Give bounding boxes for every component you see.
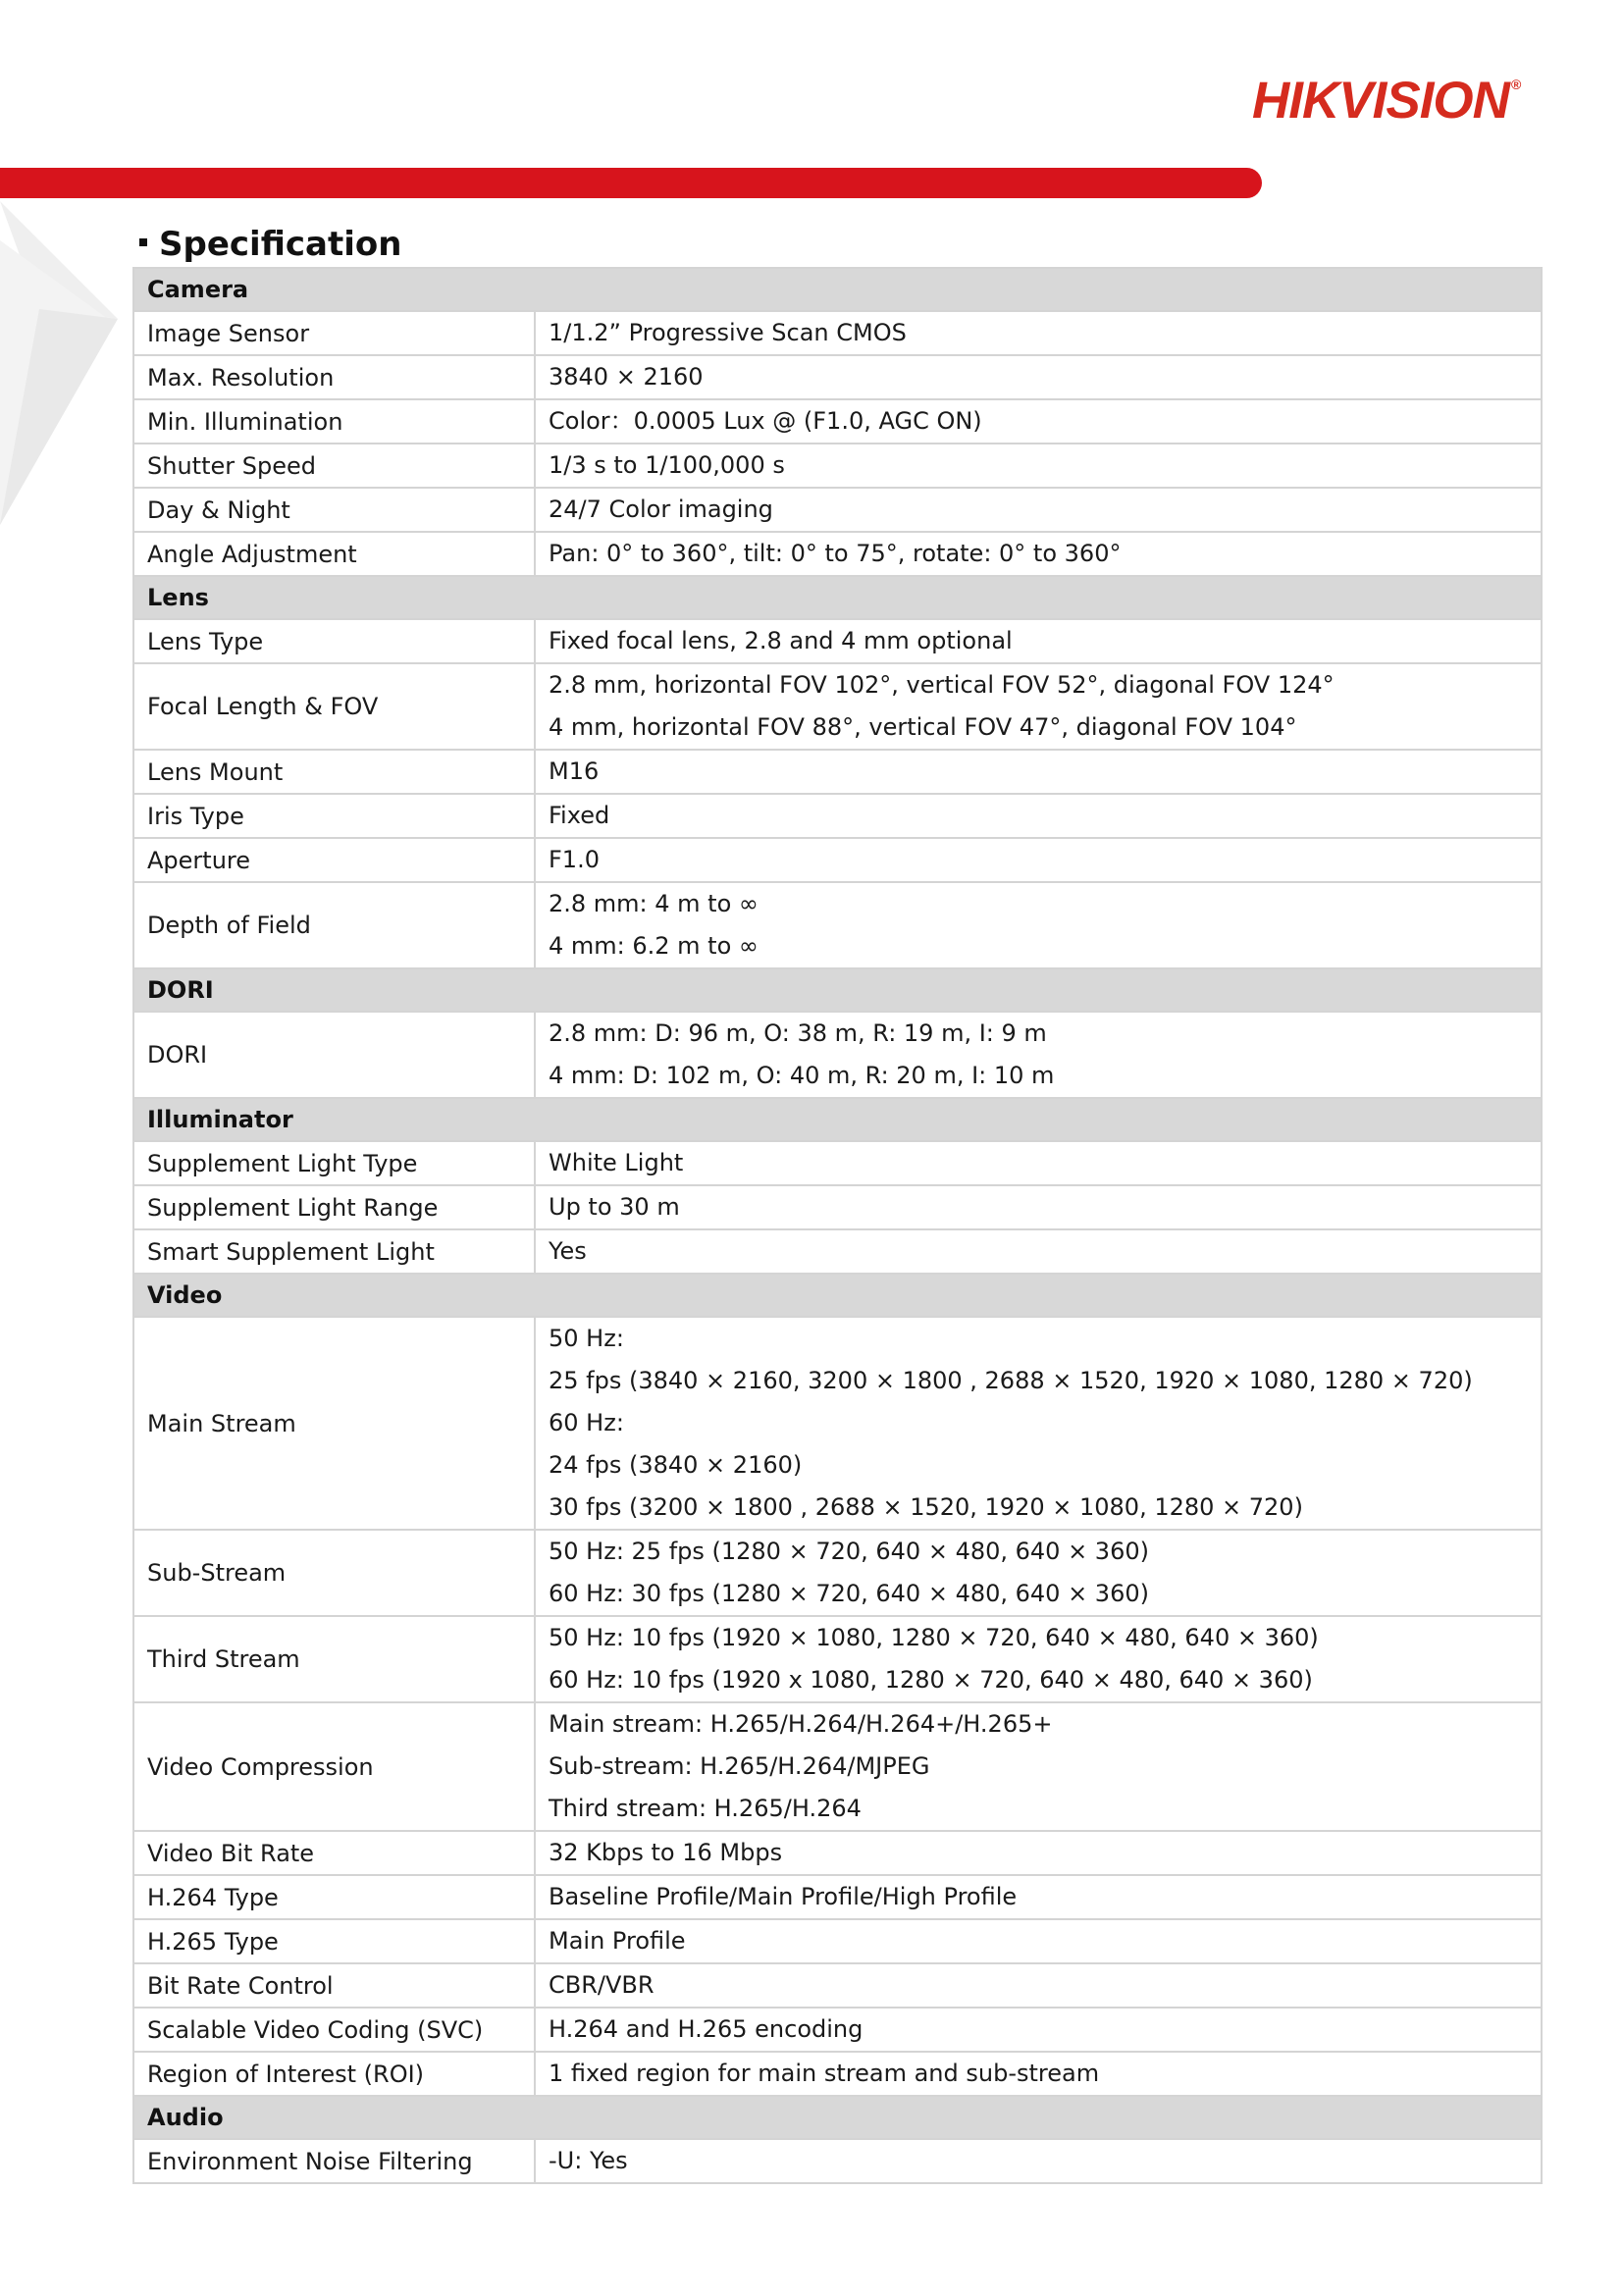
spec-value <box>535 532 1542 576</box>
table-row <box>133 882 1542 968</box>
spec-value <box>535 1530 1542 1616</box>
spec-value-line: Color：0.0005 Lux @ (F1.0, AGC ON) <box>549 407 982 435</box>
spec-value <box>535 1919 1542 1963</box>
spec-label: H.265 Type <box>133 1919 535 1963</box>
spec-value-line: Pan: 0° to 360°, tilt: 0° to 75°, rotate: 0° to 360° <box>549 540 1122 567</box>
spec-label: Max. Resolution <box>133 355 535 399</box>
spec-value-line: 24/7 Color imaging <box>549 496 773 523</box>
spec-value-line: Baseline Profile/Main Profile/High Profile <box>549 1883 1018 1910</box>
spec-value <box>535 311 1542 355</box>
spec-label: Sub-Stream <box>133 1530 535 1616</box>
spec-value <box>535 838 1542 882</box>
spec-value-line: CBR/VBR <box>549 1971 654 1999</box>
spec-label: Lens Mount <box>133 750 535 794</box>
table-row <box>133 2008 1542 2052</box>
header-red-bar <box>0 168 1262 198</box>
spec-value <box>535 444 1542 488</box>
spec-value-line: Third stream: H.265/H.264 <box>549 1795 862 1822</box>
decorative-watermark-shape <box>0 201 118 525</box>
section-header-row <box>133 2096 1542 2139</box>
spec-value-line: M16 <box>549 757 600 785</box>
table-row <box>133 488 1542 532</box>
spec-value <box>535 1831 1542 1875</box>
spec-value-line: Up to 30 m <box>549 1193 680 1221</box>
logo-text: HIKVISION <box>1252 72 1509 130</box>
spec-value <box>535 1012 1542 1098</box>
spec-value <box>535 750 1542 794</box>
spec-value-line: 60 Hz: <box>549 1409 624 1436</box>
spec-label: Scalable Video Coding (SVC) <box>133 2008 535 2052</box>
spec-label: Main Stream <box>133 1317 535 1530</box>
spec-value-line: 4 mm, horizontal FOV 88°, vertical FOV 47°, diagonal FOV 104° <box>549 713 1297 741</box>
spec-value-line: 60 Hz: 30 fps (1280 × 720, 640 × 480, 640 × 360) <box>549 1580 1149 1607</box>
table-row <box>133 1831 1542 1875</box>
spec-label: Supplement Light Type <box>133 1141 535 1185</box>
spec-value <box>535 2052 1542 2096</box>
spec-value-line: 1/1.2” Progressive Scan CMOS <box>549 319 907 346</box>
table-row <box>133 750 1542 794</box>
section-header-row <box>133 968 1542 1012</box>
page-title-text: Specification <box>159 225 402 264</box>
specification-table <box>132 267 1543 2184</box>
table-row <box>133 1530 1542 1616</box>
spec-value-line: 60 Hz: 10 fps (1920 x 1080, 1280 × 720, 640 × 480, 640 × 360) <box>549 1666 1313 1694</box>
table-row <box>133 532 1542 576</box>
spec-label: DORI <box>133 1012 535 1098</box>
table-row <box>133 1229 1542 1274</box>
spec-value-line: Main stream: H.265/H.264/H.264+/H.265+ <box>549 1710 1053 1738</box>
table-row <box>133 399 1542 444</box>
spec-value-line: White Light <box>549 1149 684 1176</box>
spec-value <box>535 1616 1542 1702</box>
spec-value <box>535 1185 1542 1229</box>
table-row <box>133 794 1542 838</box>
spec-value-line: 50 Hz: 25 fps (1280 × 720, 640 × 480, 640 × 360) <box>549 1538 1149 1565</box>
table-row <box>133 1616 1542 1702</box>
spec-value-line: Sub-stream: H.265/H.264/MJPEG <box>549 1752 930 1780</box>
spec-value <box>535 619 1542 663</box>
specification-table-body <box>133 268 1542 2183</box>
spec-value-line: 1/3 s to 1/100,000 s <box>549 451 785 479</box>
spec-label: Lens Type <box>133 619 535 663</box>
section-header: Video <box>133 1274 1542 1317</box>
spec-label: Bit Rate Control <box>133 1963 535 2008</box>
section-header-row <box>133 268 1542 311</box>
spec-value-line: 24 fps (3840 × 2160) <box>549 1451 803 1479</box>
table-row <box>133 1317 1542 1530</box>
spec-value <box>535 2008 1542 2052</box>
spec-value-line: 50 Hz: 10 fps (1920 × 1080, 1280 × 720, 640 × 480, 640 × 360) <box>549 1624 1319 1651</box>
spec-label: Shutter Speed <box>133 444 535 488</box>
spec-label: Video Compression <box>133 1702 535 1831</box>
spec-label: Day & Night <box>133 488 535 532</box>
spec-value-line: -U: Yes <box>549 2147 628 2174</box>
spec-label: Image Sensor <box>133 311 535 355</box>
spec-value-line: H.264 and H.265 encoding <box>549 2015 864 2043</box>
spec-label: Depth of Field <box>133 882 535 968</box>
table-row <box>133 1919 1542 1963</box>
spec-value-line: 4 mm: D: 102 m, O: 40 m, R: 20 m, I: 10 m <box>549 1062 1055 1089</box>
section-header: Camera <box>133 268 1542 311</box>
spec-value <box>535 1963 1542 2008</box>
section-header: DORI <box>133 968 1542 1012</box>
spec-label: Iris Type <box>133 794 535 838</box>
section-header-row <box>133 1274 1542 1317</box>
hikvision-logo <box>1252 72 1566 130</box>
page-title <box>139 222 401 267</box>
spec-value-line: Yes <box>549 1237 587 1265</box>
table-row <box>133 663 1542 750</box>
table-row <box>133 619 1542 663</box>
spec-label: Focal Length & FOV <box>133 663 535 750</box>
spec-label: Aperture <box>133 838 535 882</box>
spec-value-line: 1 fixed region for main stream and sub-stream <box>549 2060 1100 2087</box>
spec-value-line: 2.8 mm, horizontal FOV 102°, vertical FOV 52°, diagonal FOV 124° <box>549 671 1335 699</box>
table-row <box>133 355 1542 399</box>
spec-label: H.264 Type <box>133 1875 535 1919</box>
table-row <box>133 2052 1542 2096</box>
spec-value-line: Fixed focal lens, 2.8 and 4 mm optional <box>549 627 1013 654</box>
spec-value-line: F1.0 <box>549 846 600 873</box>
spec-value-line: 3840 × 2160 <box>549 363 704 391</box>
table-row <box>133 2139 1542 2183</box>
spec-value-line: 2.8 mm: 4 m to ∞ <box>549 890 759 917</box>
spec-label: Region of Interest (ROI) <box>133 2052 535 2096</box>
table-row <box>133 1963 1542 2008</box>
spec-label: Video Bit Rate <box>133 1831 535 1875</box>
spec-value <box>535 1875 1542 1919</box>
section-header: Illuminator <box>133 1098 1542 1141</box>
table-row <box>133 1875 1542 1919</box>
table-row <box>133 838 1542 882</box>
spec-value <box>535 1702 1542 1831</box>
spec-value <box>535 663 1542 750</box>
section-header: Lens <box>133 576 1542 619</box>
spec-label: Min. Illumination <box>133 399 535 444</box>
section-header: Audio <box>133 2096 1542 2139</box>
table-row <box>133 444 1542 488</box>
spec-value <box>535 1317 1542 1530</box>
title-bullet-icon <box>139 238 147 246</box>
spec-value-line: Fixed <box>549 802 610 829</box>
spec-value-line: Main Profile <box>549 1927 686 1955</box>
spec-label: Smart Supplement Light <box>133 1229 535 1274</box>
spec-label: Angle Adjustment <box>133 532 535 576</box>
spec-value <box>535 2139 1542 2183</box>
spec-value-line: 30 fps (3200 × 1800 , 2688 × 1520, 1920 × 1080, 1280 × 720) <box>549 1493 1303 1521</box>
spec-label: Environment Noise Filtering <box>133 2139 535 2183</box>
spec-value <box>535 1141 1542 1185</box>
table-row <box>133 1141 1542 1185</box>
spec-value <box>535 399 1542 444</box>
table-row <box>133 311 1542 355</box>
spec-value <box>535 488 1542 532</box>
spec-value-line: 32 Kbps to 16 Mbps <box>549 1839 783 1866</box>
spec-value-line: 50 Hz: <box>549 1325 624 1352</box>
spec-label: Supplement Light Range <box>133 1185 535 1229</box>
spec-value-line: 25 fps (3840 × 2160, 3200 × 1800 , 2688 × 1520, 1920 × 1080, 1280 × 720) <box>549 1367 1473 1394</box>
spec-value <box>535 1229 1542 1274</box>
spec-value <box>535 355 1542 399</box>
spec-label: Third Stream <box>133 1616 535 1702</box>
section-header-row <box>133 1098 1542 1141</box>
table-row <box>133 1185 1542 1229</box>
registered-mark: ® <box>1510 77 1521 92</box>
spec-value <box>535 794 1542 838</box>
spec-value-line: 4 mm: 6.2 m to ∞ <box>549 932 759 960</box>
table-row <box>133 1702 1542 1831</box>
spec-value <box>535 882 1542 968</box>
table-row <box>133 1012 1542 1098</box>
spec-value-line: 2.8 mm: D: 96 m, O: 38 m, R: 19 m, I: 9 m <box>549 1019 1047 1047</box>
section-header-row <box>133 576 1542 619</box>
